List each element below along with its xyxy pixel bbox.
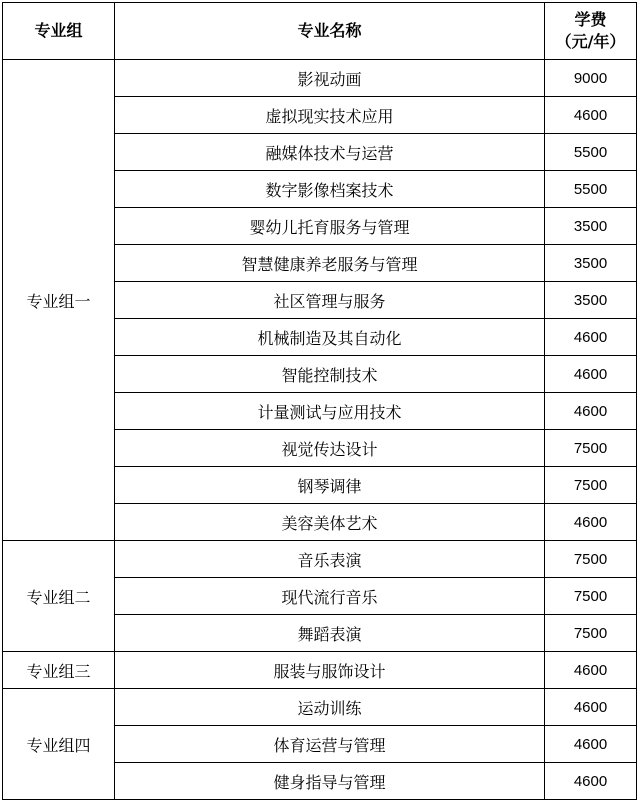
major-name: 智能控制技术 <box>115 356 545 393</box>
major-name: 计量测试与应用技术 <box>115 393 545 430</box>
major-fee: 3500 <box>545 245 637 282</box>
major-fee: 7500 <box>545 541 637 578</box>
major-fee: 7500 <box>545 578 637 615</box>
table-row <box>3 541 637 578</box>
table-row <box>3 60 637 97</box>
table-row <box>3 689 637 726</box>
major-fee: 4600 <box>545 652 637 689</box>
major-name: 运动训练 <box>115 689 545 726</box>
tuition-table <box>2 2 637 800</box>
major-name: 美容美体艺术 <box>115 504 545 541</box>
major-name: 钢琴调律 <box>115 467 545 504</box>
major-fee: 7500 <box>545 467 637 504</box>
major-name: 虚拟现实技术应用 <box>115 97 545 134</box>
major-name: 健身指导与管理 <box>115 763 545 800</box>
major-fee: 4600 <box>545 689 637 726</box>
major-fee: 4600 <box>545 726 637 763</box>
major-name: 融媒体技术与运营 <box>115 134 545 171</box>
major-name: 服装与服饰设计 <box>115 652 545 689</box>
major-fee: 4600 <box>545 97 637 134</box>
major-name: 数字影像档案技术 <box>115 171 545 208</box>
major-fee: 5500 <box>545 171 637 208</box>
major-fee: 3500 <box>545 208 637 245</box>
major-fee: 3500 <box>545 282 637 319</box>
major-name: 智慧健康养老服务与管理 <box>115 245 545 282</box>
group-label: 专业组三 <box>3 652 115 689</box>
major-name: 婴幼儿托育服务与管理 <box>115 208 545 245</box>
major-name: 现代流行音乐 <box>115 578 545 615</box>
table-row <box>3 652 637 689</box>
major-fee: 7500 <box>545 615 637 652</box>
header-name: 专业名称 <box>115 3 545 60</box>
major-name: 视觉传达设计 <box>115 430 545 467</box>
header-fee-line1: 学费 <box>574 10 607 29</box>
major-name: 音乐表演 <box>115 541 545 578</box>
major-name: 体育运营与管理 <box>115 726 545 763</box>
major-fee: 7500 <box>545 430 637 467</box>
major-name: 机械制造及其自动化 <box>115 319 545 356</box>
major-fee: 4600 <box>545 319 637 356</box>
major-fee: 9000 <box>545 60 637 97</box>
major-fee: 4600 <box>545 763 637 800</box>
group-label: 专业组二 <box>3 541 115 652</box>
group-label: 专业组一 <box>3 60 115 541</box>
major-fee: 4600 <box>545 393 637 430</box>
major-name: 影视动画 <box>115 60 545 97</box>
group-label: 专业组四 <box>3 689 115 800</box>
header-fee-line2: （元/年） <box>555 32 626 51</box>
major-fee: 4600 <box>545 504 637 541</box>
table-body <box>3 60 637 800</box>
major-fee: 4600 <box>545 356 637 393</box>
major-name: 社区管理与服务 <box>115 282 545 319</box>
major-fee: 5500 <box>545 134 637 171</box>
header-fee <box>545 3 637 60</box>
major-name: 舞蹈表演 <box>115 615 545 652</box>
header-row <box>3 3 637 60</box>
header-group: 专业组 <box>3 3 115 60</box>
